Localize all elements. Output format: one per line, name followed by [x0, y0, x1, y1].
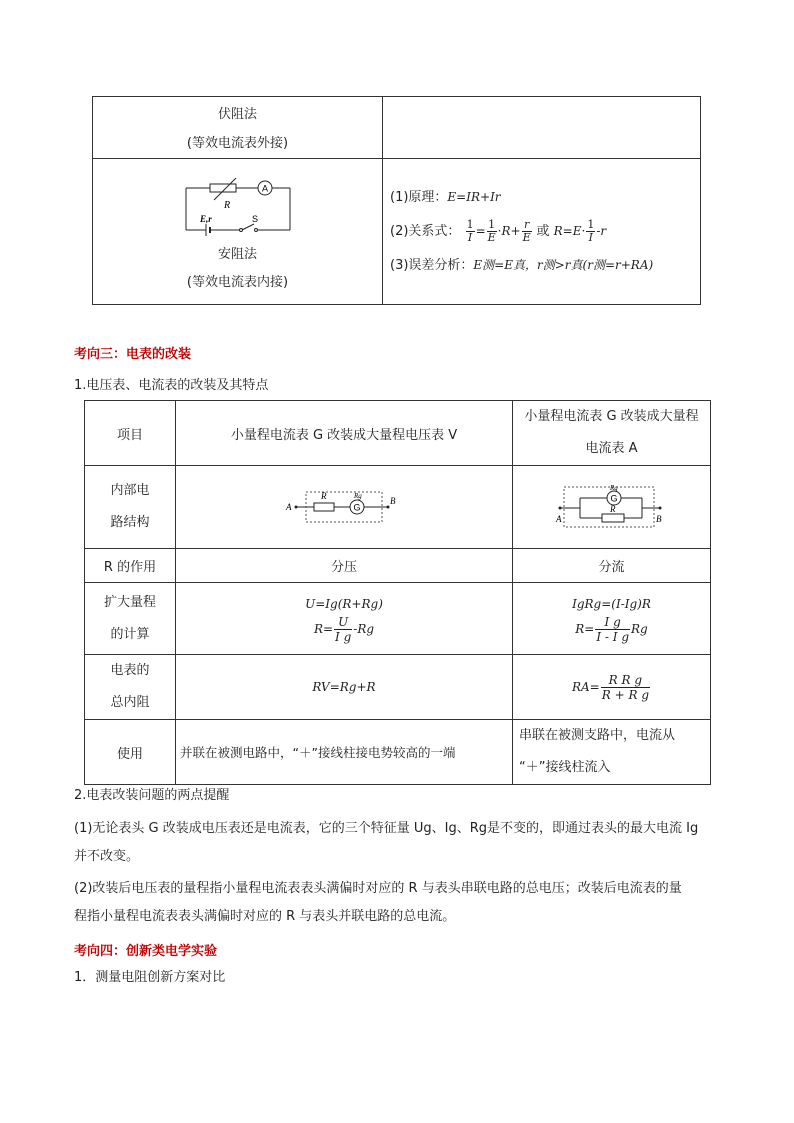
- amp-resist-analysis: [383, 159, 701, 305]
- source-label: E,r: [199, 213, 212, 224]
- method-table: [92, 96, 701, 305]
- header-voltmeter: 小量程电流表 G 改装成大量程电压表 V: [176, 401, 513, 466]
- label-structure: 内部电 路结构: [85, 466, 176, 549]
- voltmeter-circuit: [284, 486, 404, 528]
- voltmeter-range-calc: U=Ig(R+Rg) R= $\frac{U}{\text{I g}}$ -Rg: [176, 583, 513, 655]
- notes-heading: 2.电表改装问题的两点提醒: [74, 788, 230, 803]
- empty-cell: [383, 97, 701, 159]
- method-title: 安阻法: [217, 246, 257, 262]
- ammeter-diagram-cell: [513, 466, 711, 549]
- principle-line: (1)原理：E=IR+Ir: [390, 190, 501, 205]
- svg-text:Rg: Rg: [609, 484, 618, 492]
- section4-heading: 考向四：创新类电学实验: [74, 944, 218, 959]
- svg-text:A: A: [555, 514, 561, 524]
- ammeter-usage: 串联在被测支路中，电流从 “＋”接线柱流入: [513, 720, 711, 785]
- ammeter-r-role: 分流: [513, 549, 711, 583]
- note-1: (1)无论表头 G 改装成电压表还是电流表，它的三个特征量 Ug、Ig、Rg是不变的，即通过表头的最大电流 Ig 并不改变。: [74, 821, 699, 864]
- header-ammeter: 小量程电流表 G 改装成大量程 电流表 A: [513, 401, 711, 466]
- voltmeter-r-role: 分压: [176, 549, 513, 583]
- relation-formula-1: $\frac{1}{I}$ = $\frac{1}{E}$ ·R+ $\frac{r}{E}$: [466, 218, 531, 244]
- label-usage: 使用: [85, 720, 176, 785]
- label-r-role: R 的作用: [85, 549, 176, 583]
- svg-text:R: R: [321, 491, 327, 501]
- voltmeter-total-resistance: RV=Rg+R: [176, 655, 513, 720]
- principle-formula: E=IR+Ir: [447, 190, 501, 204]
- method-subtitle: (等效电流表内接): [186, 274, 289, 290]
- svg-text:A: A: [286, 502, 292, 512]
- section3-heading: 考向三：电表的改装: [74, 347, 192, 362]
- section4-subheading: 1．测量电阻创新方案对比: [74, 970, 226, 985]
- svg-text:G: G: [353, 502, 361, 513]
- switch-label: S: [251, 213, 258, 224]
- ammeter-total-resistance: RA= $\frac{\text{R R g}}{\text{R + R g}}$: [513, 655, 711, 720]
- error-formula: E测=E真，r测>r真(r测=r+RA): [473, 258, 654, 272]
- volt-resist-cell: [93, 97, 383, 159]
- svg-text:B: B: [655, 514, 661, 524]
- svg-text:Rg: Rg: [354, 492, 362, 500]
- note-2: (2)改装后电压表的量程指小量程电流表表头满偏时对应的 R 与表头串联电路的总电压；改装后电流表的量 程指小量程电流表表头满偏时对应的 R 与表头并联电路的总电流。: [74, 881, 682, 924]
- relation-formula-2: R=E· $\frac{1}{I}$ -r: [553, 218, 607, 244]
- error-line: (3)误差分析：E测=E真，r测>r真(r测=r+RA): [390, 258, 654, 273]
- label-total-resistance: 电表的 总内阻: [85, 655, 176, 720]
- svg-text:R: R: [609, 504, 615, 514]
- resistor-r-label: R: [223, 199, 230, 211]
- header-item: 项目: [85, 401, 176, 466]
- voltmeter-diagram-cell: [176, 466, 513, 549]
- relation-line: (2)关系式： $\frac{1}{I}$ = $\frac{1}{E}$ ·R+ $\frac{r}{E}$ 或 R=E· $\frac{1}{I}$ -r: [390, 218, 607, 244]
- method-subtitle: (等效电流表外接): [186, 135, 289, 151]
- amp-resist-cell: [93, 159, 383, 305]
- method-title: 伏阻法: [217, 106, 257, 122]
- meter-conversion-table: [84, 400, 711, 785]
- ammeter-symbol: A: [261, 183, 268, 193]
- amp-resist-circuit: [178, 178, 298, 240]
- ammeter-circuit: [552, 482, 672, 532]
- svg-text:G: G: [609, 493, 618, 504]
- label-range-calc: 扩大量程 的计算: [85, 583, 176, 655]
- or-connector: 或: [536, 224, 550, 239]
- ammeter-range-calc: IgRg=(I-Ig)R R= $\frac{\text{I g}}{\text{I - I g}}$ Rg: [513, 583, 711, 655]
- svg-text:B: B: [390, 496, 396, 506]
- section3-subheading: 1.电压表、电流表的改装及其特点: [74, 378, 269, 393]
- voltmeter-usage: 并联在被测电路中，“＋”接线柱接电势较高的一端: [176, 720, 513, 785]
